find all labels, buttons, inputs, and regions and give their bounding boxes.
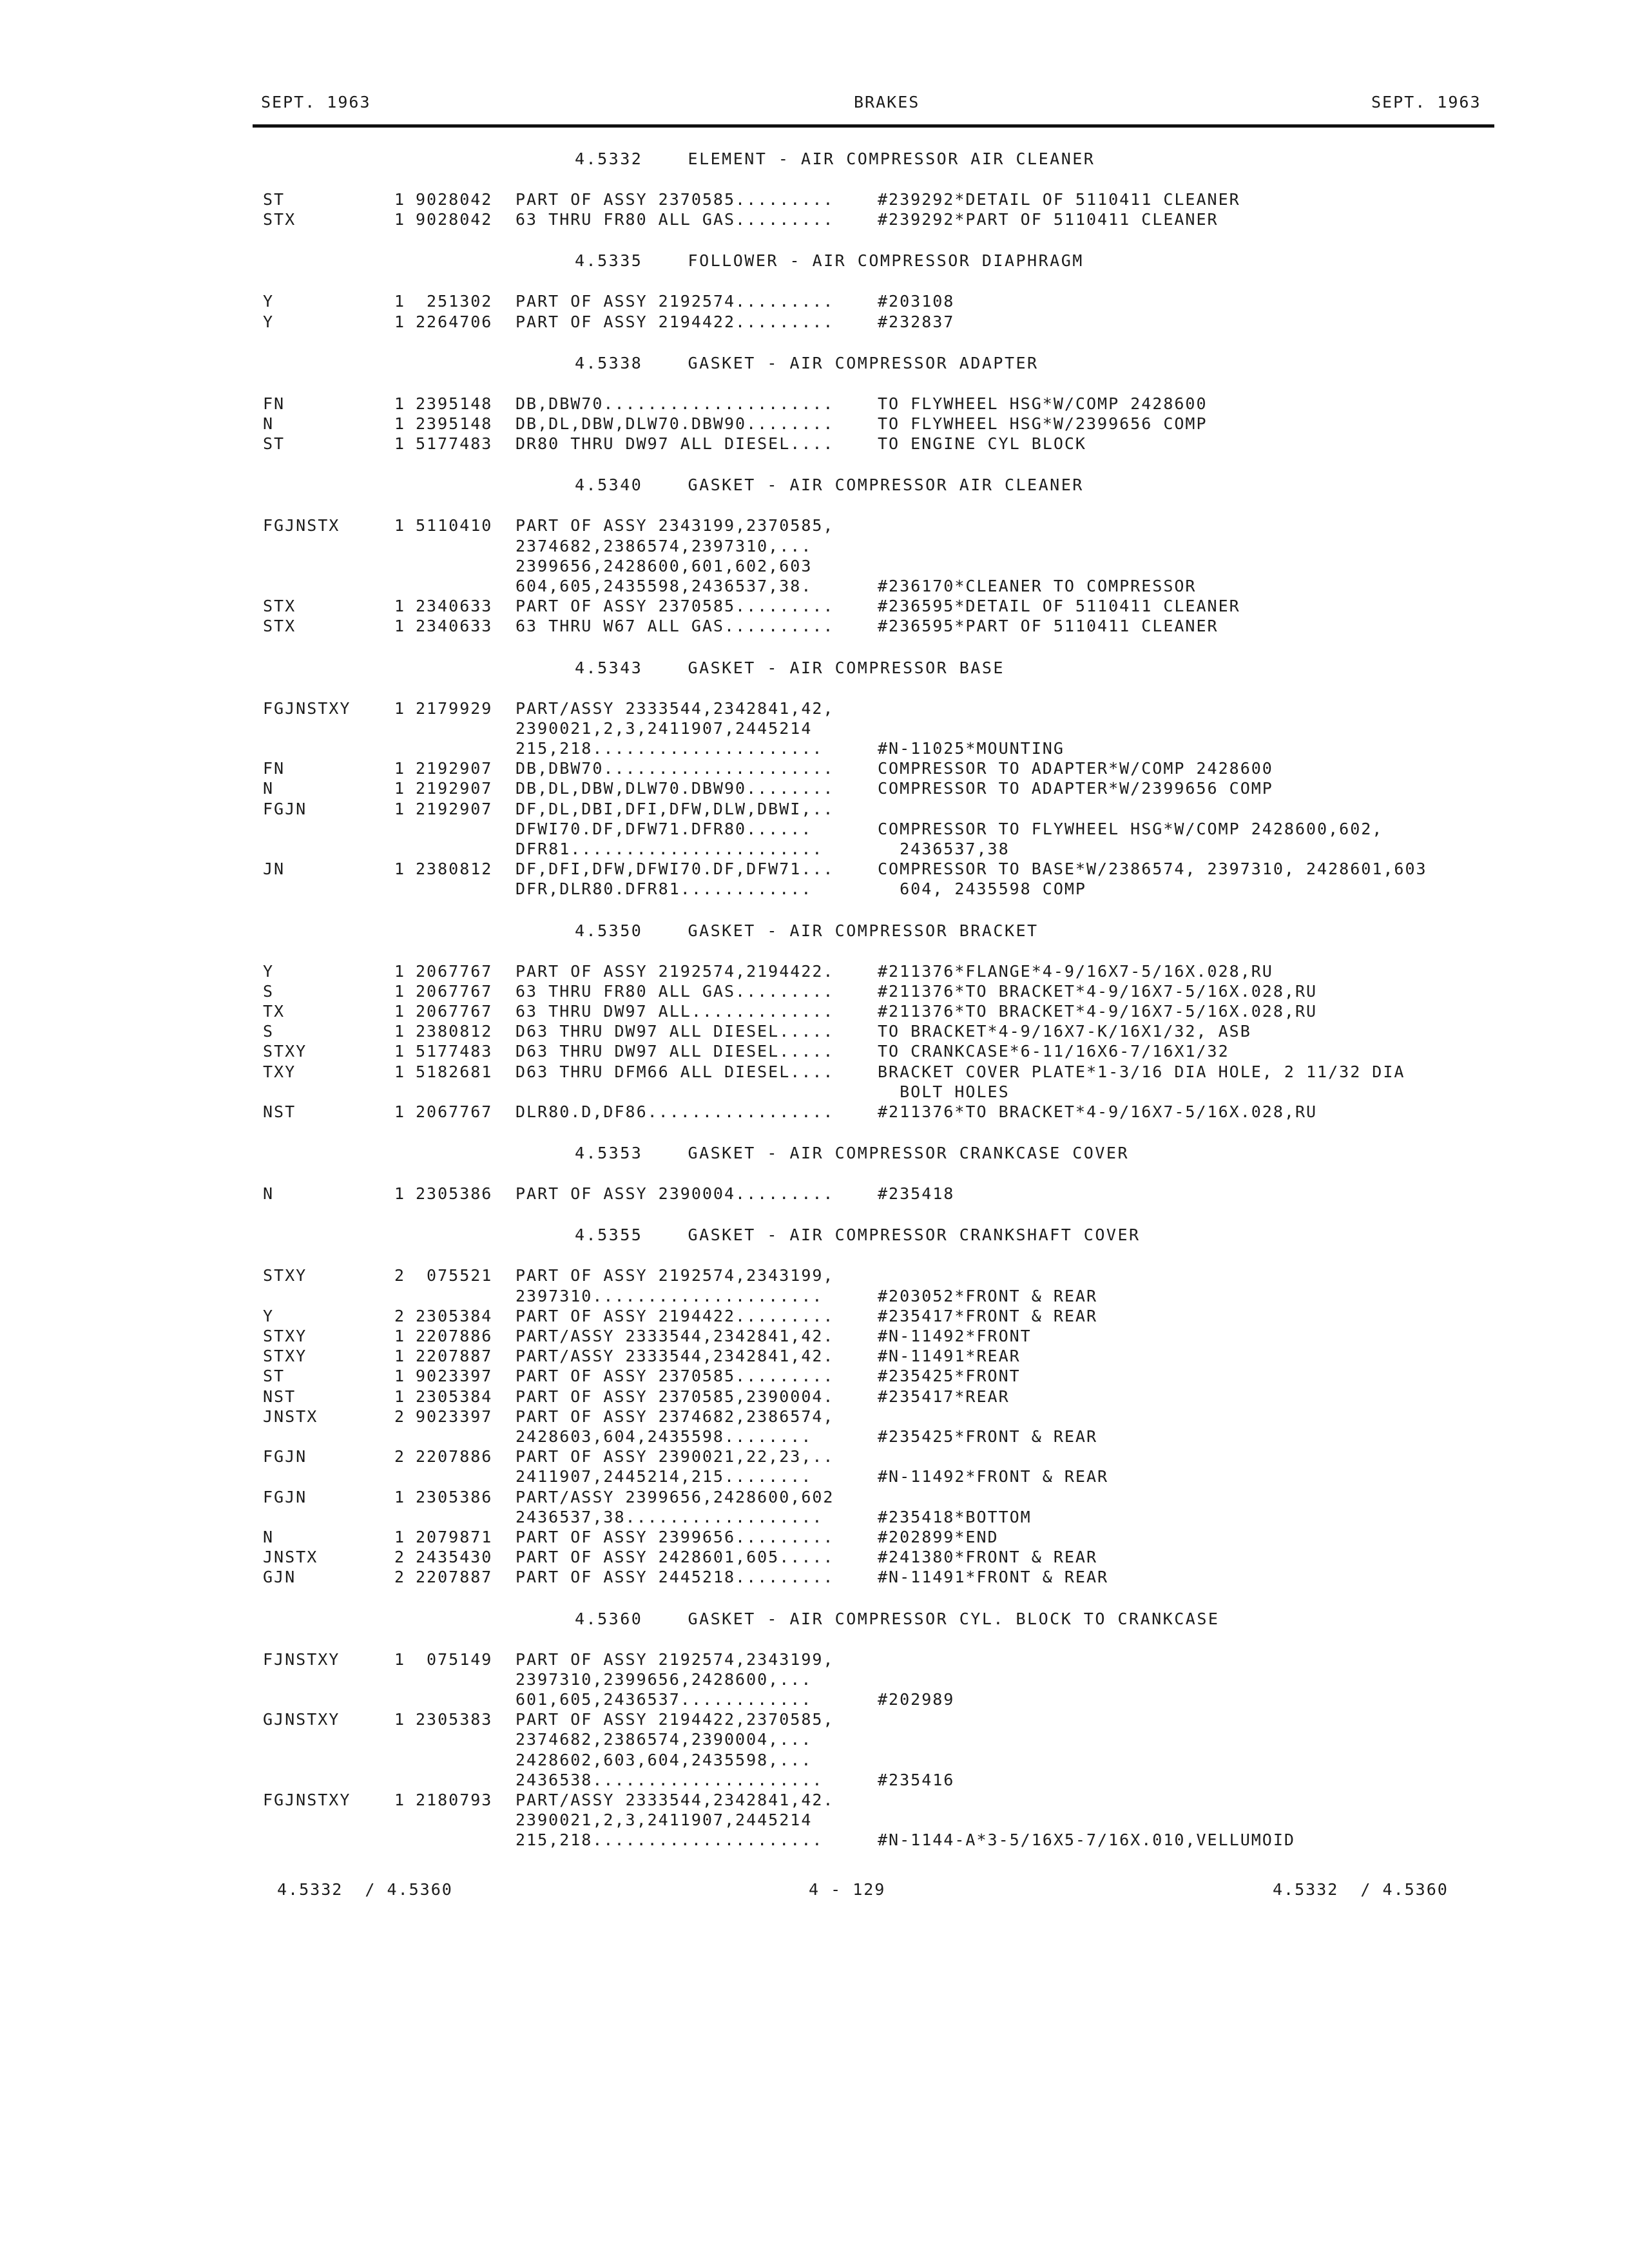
quantity: 1 xyxy=(394,312,406,331)
quantity: 1 xyxy=(394,1710,406,1729)
application: PART OF ASSY 2428601,605..... xyxy=(516,1548,834,1567)
part-number: 2207887 xyxy=(416,1568,493,1587)
part-number: 2305384 xyxy=(416,1306,493,1325)
application: 601,605,2436537............ xyxy=(516,1690,813,1709)
part-number: 2380812 xyxy=(416,860,493,879)
model-code: FGJNSTXY xyxy=(263,1791,351,1809)
model-code: Y xyxy=(263,292,275,311)
part-number: 2435430 xyxy=(416,1548,493,1567)
quantity: 1 xyxy=(394,860,406,879)
description: BOLT HOLES xyxy=(878,1082,1010,1101)
quantity: 1 xyxy=(394,1327,406,1345)
quantity: 2 xyxy=(394,1266,406,1285)
application: 215,218..................... xyxy=(516,1831,824,1850)
model-code: ST xyxy=(263,1367,285,1386)
description: #N-11492*FRONT xyxy=(878,1327,1032,1345)
part-number: 5182681 xyxy=(416,1062,493,1081)
description: #235416 xyxy=(878,1770,955,1789)
header-rule xyxy=(253,124,1494,128)
quantity: 1 xyxy=(394,1528,406,1546)
part-number: 2207887 xyxy=(416,1347,493,1366)
description: #236595*DETAIL OF 5110411 CLEANER xyxy=(878,597,1240,616)
application: DF,DFI,DFW,DFWI70.DF,DFW71... xyxy=(516,860,834,879)
quantity: 1 xyxy=(394,1042,406,1061)
application: DB,DL,DBW,DLW70.DBW90........ xyxy=(516,414,834,433)
application: 2428602,603,604,2435598,... xyxy=(516,1750,813,1769)
application: PART OF ASSY 2390004......... xyxy=(516,1184,834,1204)
application: DFWI70.DF,DFW71.DFR80...... xyxy=(516,819,813,838)
part-number: 9028042 xyxy=(416,190,493,209)
quantity: 1 xyxy=(394,961,406,981)
application: 2397310..................... xyxy=(516,1286,824,1305)
section-title: 4.5332 ELEMENT - AIR COMPRESSOR AIR CLEANER xyxy=(575,149,1095,168)
description: COMPRESSOR TO ADAPTER*W/2399656 COMP xyxy=(878,779,1273,798)
part-number: 2067767 xyxy=(416,1102,493,1121)
application: DR80 THRU DW97 ALL DIESEL.... xyxy=(516,434,834,454)
application: PART OF ASSY 2390021,22,23,.. xyxy=(516,1447,834,1466)
description: #239292*DETAIL OF 5110411 CLEANER xyxy=(878,190,1240,209)
model-code: STXY xyxy=(263,1042,307,1061)
model-code: STXY xyxy=(263,1266,307,1285)
application: 2428603,604,2435598........ xyxy=(516,1427,813,1446)
application: DLR80.D,DF86................. xyxy=(516,1102,834,1121)
section-title: 4.5340 GASKET - AIR COMPRESSOR AIR CLEANER xyxy=(575,476,1084,495)
model-code: Y xyxy=(263,312,275,331)
application: 63 THRU FR80 ALL GAS......... xyxy=(516,210,834,229)
application: PART OF ASSY 2343199,2370585, xyxy=(516,516,834,535)
description: #211376*TO BRACKET*4-9/16X7-5/16X.028,RU xyxy=(878,1102,1318,1121)
application: PART OF ASSY 2445218......... xyxy=(516,1568,834,1587)
quantity: 1 xyxy=(394,292,406,311)
application: 215,218..................... xyxy=(516,739,824,758)
quantity: 1 xyxy=(394,799,406,818)
part-number: 2305386 xyxy=(416,1487,493,1506)
quantity: 1 xyxy=(394,698,406,718)
description: #203108 xyxy=(878,292,955,311)
section-title: 4.5350 GASKET - AIR COMPRESSOR BRACKET xyxy=(575,921,1039,940)
model-code: NST xyxy=(263,1102,296,1121)
application: 2436538..................... xyxy=(516,1770,824,1789)
quantity: 1 xyxy=(394,394,406,413)
model-code: FGJN xyxy=(263,799,307,818)
quantity: 1 xyxy=(394,1184,406,1204)
model-code: STXY xyxy=(263,1347,307,1366)
application: 63 THRU FR80 ALL GAS......... xyxy=(516,981,834,1001)
model-code: N xyxy=(263,1184,275,1204)
description: TO FLYWHEEL HSG*W/COMP 2428600 xyxy=(878,394,1208,413)
model-code: TX xyxy=(263,1002,285,1021)
footer-range-right: 4.5332 / 4.5360 xyxy=(1273,1880,1449,1899)
quantity: 2 xyxy=(394,1548,406,1567)
description: #235425*FRONT xyxy=(878,1367,1021,1386)
part-number: 2305383 xyxy=(416,1710,493,1729)
model-code: FN xyxy=(263,759,285,778)
application: PART/ASSY 2333544,2342841,42, xyxy=(516,698,834,718)
header-date-right: SEPT. 1963 xyxy=(1371,93,1481,111)
model-code: ST xyxy=(263,190,285,209)
application: PART OF ASSY 2192574,2343199, xyxy=(516,1266,834,1285)
application: PART OF ASSY 2370585......... xyxy=(516,1367,834,1386)
application: 63 THRU DW97 ALL............. xyxy=(516,1002,834,1021)
part-number: 2180793 xyxy=(416,1791,493,1809)
quantity: 1 xyxy=(394,1002,406,1021)
quantity: 1 xyxy=(394,434,406,454)
model-code: FGJNSTX xyxy=(263,516,340,535)
application: 63 THRU W67 ALL GAS.......... xyxy=(516,617,834,636)
model-code: STX xyxy=(263,210,296,229)
application: PART OF ASSY 2194422......... xyxy=(516,1306,834,1325)
application: PART OF ASSY 2194422......... xyxy=(516,312,834,331)
part-number: 2192907 xyxy=(416,799,493,818)
application: PART OF ASSY 2399656......... xyxy=(516,1528,834,1546)
part-number: 2207886 xyxy=(416,1327,493,1345)
section-title: 4.5335 FOLLOWER - AIR COMPRESSOR DIAPHRAGM xyxy=(575,251,1084,271)
application: 604,605,2435598,2436537,38. xyxy=(516,577,813,595)
quantity: 2 xyxy=(394,1447,406,1466)
application: D63 THRU DW97 ALL DIESEL..... xyxy=(516,1042,834,1061)
quantity: 1 xyxy=(394,759,406,778)
part-number: 2340633 xyxy=(416,617,493,636)
application: 2374682,2386574,2390004,... xyxy=(516,1730,813,1749)
description: #N-11025*MOUNTING xyxy=(878,739,1065,758)
application: 2399656,2428600,601,602,603 xyxy=(516,556,813,575)
description: #239292*PART OF 5110411 CLEANER xyxy=(878,210,1219,229)
application: PART/ASSY 2333544,2342841,42. xyxy=(516,1347,834,1366)
description: #235418 xyxy=(878,1184,955,1204)
model-code: TXY xyxy=(263,1062,296,1081)
application: 2436537,38.................. xyxy=(516,1507,824,1526)
part-number: 5177483 xyxy=(416,1042,493,1061)
model-code: N xyxy=(263,1528,275,1546)
quantity: 1 xyxy=(394,1387,406,1406)
description: #236595*PART OF 5110411 CLEANER xyxy=(878,617,1219,636)
application: 2374682,2386574,2397310,... xyxy=(516,536,813,555)
description: TO ENGINE CYL BLOCK xyxy=(878,434,1086,454)
part-number: 2395148 xyxy=(416,414,493,433)
application: D63 THRU DFM66 ALL DIESEL.... xyxy=(516,1062,834,1081)
quantity: 2 xyxy=(394,1306,406,1325)
part-number: 2079871 xyxy=(416,1528,493,1546)
quantity: 1 xyxy=(394,1022,406,1041)
quantity: 1 xyxy=(394,210,406,229)
model-code: FGJN xyxy=(263,1487,307,1506)
description: #236170*CLEANER TO COMPRESSOR xyxy=(878,577,1197,595)
description: TO CRANKCASE*6-11/16X6-7/16X1/32 xyxy=(878,1042,1229,1061)
quantity: 1 xyxy=(394,1791,406,1809)
application: PART OF ASSY 2370585......... xyxy=(516,190,834,209)
application: PART OF ASSY 2192574......... xyxy=(516,292,834,311)
application: PART OF ASSY 2370585,2390004. xyxy=(516,1387,834,1406)
description: COMPRESSOR TO ADAPTER*W/COMP 2428600 xyxy=(878,759,1273,778)
footer-range-left: 4.5332 / 4.5360 xyxy=(277,1880,453,1899)
application: PART/ASSY 2333544,2342841,42. xyxy=(516,1791,834,1809)
application: PART OF ASSY 2192574,2343199, xyxy=(516,1649,834,1669)
application: PART OF ASSY 2194422,2370585, xyxy=(516,1710,834,1729)
model-code: ST xyxy=(263,434,285,454)
application: PART OF ASSY 2370585......... xyxy=(516,597,834,616)
description: #N-11491*FRONT & REAR xyxy=(878,1568,1109,1587)
application: D63 THRU DW97 ALL DIESEL..... xyxy=(516,1022,834,1041)
quantity: 2 xyxy=(394,1407,406,1426)
part-number: 2207886 xyxy=(416,1447,493,1466)
description: TO BRACKET*4-9/16X7-K/16X1/32, ASB xyxy=(878,1022,1251,1041)
model-code: STXY xyxy=(263,1327,307,1345)
part-number: 2395148 xyxy=(416,394,493,413)
part-number: 075521 xyxy=(416,1266,493,1285)
description: COMPRESSOR TO BASE*W/2386574, 2397310, 2428601,603 xyxy=(878,860,1427,879)
application: DFR,DLR80.DFR81............ xyxy=(516,879,813,899)
quantity: 1 xyxy=(394,1062,406,1081)
description: #202899*END xyxy=(878,1528,999,1546)
description: #235417*REAR xyxy=(878,1387,1010,1406)
part-number: 2305384 xyxy=(416,1387,493,1406)
page-number: 4 - 129 xyxy=(809,1880,886,1899)
description: COMPRESSOR TO FLYWHEEL HSG*W/COMP 2428600,602, xyxy=(878,819,1383,838)
description: 2436537,38 xyxy=(878,840,1010,858)
model-code: FGJN xyxy=(263,1447,307,1466)
quantity: 1 xyxy=(394,1367,406,1386)
description: #211376*TO BRACKET*4-9/16X7-5/16X.028,RU xyxy=(878,981,1318,1001)
part-number: 5177483 xyxy=(416,434,493,454)
part-number: 5110410 xyxy=(416,516,493,535)
part-number: 2192907 xyxy=(416,779,493,798)
part-number: 9023397 xyxy=(416,1407,493,1426)
part-number: 9028042 xyxy=(416,210,493,229)
quantity: 1 xyxy=(394,190,406,209)
section-title: 4.5355 GASKET - AIR COMPRESSOR CRANKSHAFT COVER xyxy=(575,1225,1141,1245)
quantity: 1 xyxy=(394,516,406,535)
application: 2397310,2399656,2428600,... xyxy=(516,1669,813,1689)
model-code: JNSTX xyxy=(263,1407,318,1426)
part-number: 2067767 xyxy=(416,981,493,1001)
description: #241380*FRONT & REAR xyxy=(878,1548,1098,1567)
description: #202989 xyxy=(878,1690,955,1709)
part-number: 2380812 xyxy=(416,1022,493,1041)
model-code: S xyxy=(263,981,275,1001)
description: #235417*FRONT & REAR xyxy=(878,1306,1098,1325)
description: #211376*TO BRACKET*4-9/16X7-5/16X.028,RU xyxy=(878,1002,1318,1021)
quantity: 1 xyxy=(394,779,406,798)
model-code: FGJNSTXY xyxy=(263,698,351,718)
model-code: GJNSTXY xyxy=(263,1710,340,1729)
description: #N-11492*FRONT & REAR xyxy=(878,1467,1109,1486)
description: #232837 xyxy=(878,312,955,331)
model-code: S xyxy=(263,1022,275,1041)
section-title: 4.5360 GASKET - AIR COMPRESSOR CYL. BLOCK TO CRANKCASE xyxy=(575,1609,1220,1628)
model-code: N xyxy=(263,414,275,433)
description: TO FLYWHEEL HSG*W/2399656 COMP xyxy=(878,414,1208,433)
quantity: 1 xyxy=(394,1102,406,1121)
quantity: 1 xyxy=(394,617,406,636)
header-date-left: SEPT. 1963 xyxy=(261,93,371,111)
part-number: 2340633 xyxy=(416,597,493,616)
description: #235425*FRONT & REAR xyxy=(878,1427,1098,1446)
quantity: 1 xyxy=(394,1649,406,1669)
model-code: NST xyxy=(263,1387,296,1406)
part-number: 2192907 xyxy=(416,759,493,778)
quantity: 1 xyxy=(394,597,406,616)
application: DF,DL,DBI,DFI,DFW,DLW,DBWI,.. xyxy=(516,799,834,818)
application: 2411907,2445214,215........ xyxy=(516,1467,813,1486)
quantity: 1 xyxy=(394,1487,406,1506)
model-code: STX xyxy=(263,597,296,616)
description: BRACKET COVER PLATE*1-3/16 DIA HOLE, 2 11/32 DIA xyxy=(878,1062,1405,1081)
quantity: 1 xyxy=(394,1347,406,1366)
application: DB,DBW70..................... xyxy=(516,394,834,413)
part-number: 9023397 xyxy=(416,1367,493,1386)
model-code: GJN xyxy=(263,1568,296,1587)
application: DB,DBW70..................... xyxy=(516,759,834,778)
quantity: 1 xyxy=(394,981,406,1001)
application: 2390021,2,3,2411907,2445214 xyxy=(516,1811,813,1830)
description: #N-1144-A*3-5/16X5-7/16X.010,VELLUMOID xyxy=(878,1831,1295,1850)
quantity: 2 xyxy=(394,1568,406,1587)
model-code: STX xyxy=(263,617,296,636)
description: #N-11491*REAR xyxy=(878,1347,1021,1366)
application: PART/ASSY 2333544,2342841,42. xyxy=(516,1327,834,1345)
model-code: N xyxy=(263,779,275,798)
part-number: 2067767 xyxy=(416,1002,493,1021)
part-number: 2264706 xyxy=(416,312,493,331)
description: #211376*FLANGE*4-9/16X7-5/16X.028,RU xyxy=(878,961,1273,981)
application: DB,DL,DBW,DLW70.DBW90........ xyxy=(516,779,834,798)
model-code: JN xyxy=(263,860,285,879)
model-code: Y xyxy=(263,1306,275,1325)
model-code: FN xyxy=(263,394,285,413)
header-title: BRAKES xyxy=(854,93,920,111)
part-number: 2067767 xyxy=(416,961,493,981)
description: #203052*FRONT & REAR xyxy=(878,1286,1098,1305)
application: PART OF ASSY 2192574,2194422. xyxy=(516,961,834,981)
application: 2390021,2,3,2411907,2445214 xyxy=(516,718,813,738)
part-number: 251302 xyxy=(416,292,493,311)
section-title: 4.5338 GASKET - AIR COMPRESSOR ADAPTER xyxy=(575,353,1039,372)
description: 604, 2435598 COMP xyxy=(878,879,1086,899)
model-code: JNSTX xyxy=(263,1548,318,1567)
description: #235418*BOTTOM xyxy=(878,1507,1032,1526)
section-title: 4.5353 GASKET - AIR COMPRESSOR CRANKCASE COVER xyxy=(575,1144,1130,1163)
model-code: FJNSTXY xyxy=(263,1649,340,1669)
quantity: 1 xyxy=(394,414,406,433)
part-number: 2305386 xyxy=(416,1184,493,1204)
application: PART/ASSY 2399656,2428600,602 xyxy=(516,1487,834,1506)
part-number: 075149 xyxy=(416,1649,493,1669)
application: PART OF ASSY 2374682,2386574, xyxy=(516,1407,834,1426)
model-code: Y xyxy=(263,961,275,981)
part-number: 2179929 xyxy=(416,698,493,718)
section-title: 4.5343 GASKET - AIR COMPRESSOR BASE xyxy=(575,658,1005,677)
application: DFR81....................... xyxy=(516,840,824,858)
